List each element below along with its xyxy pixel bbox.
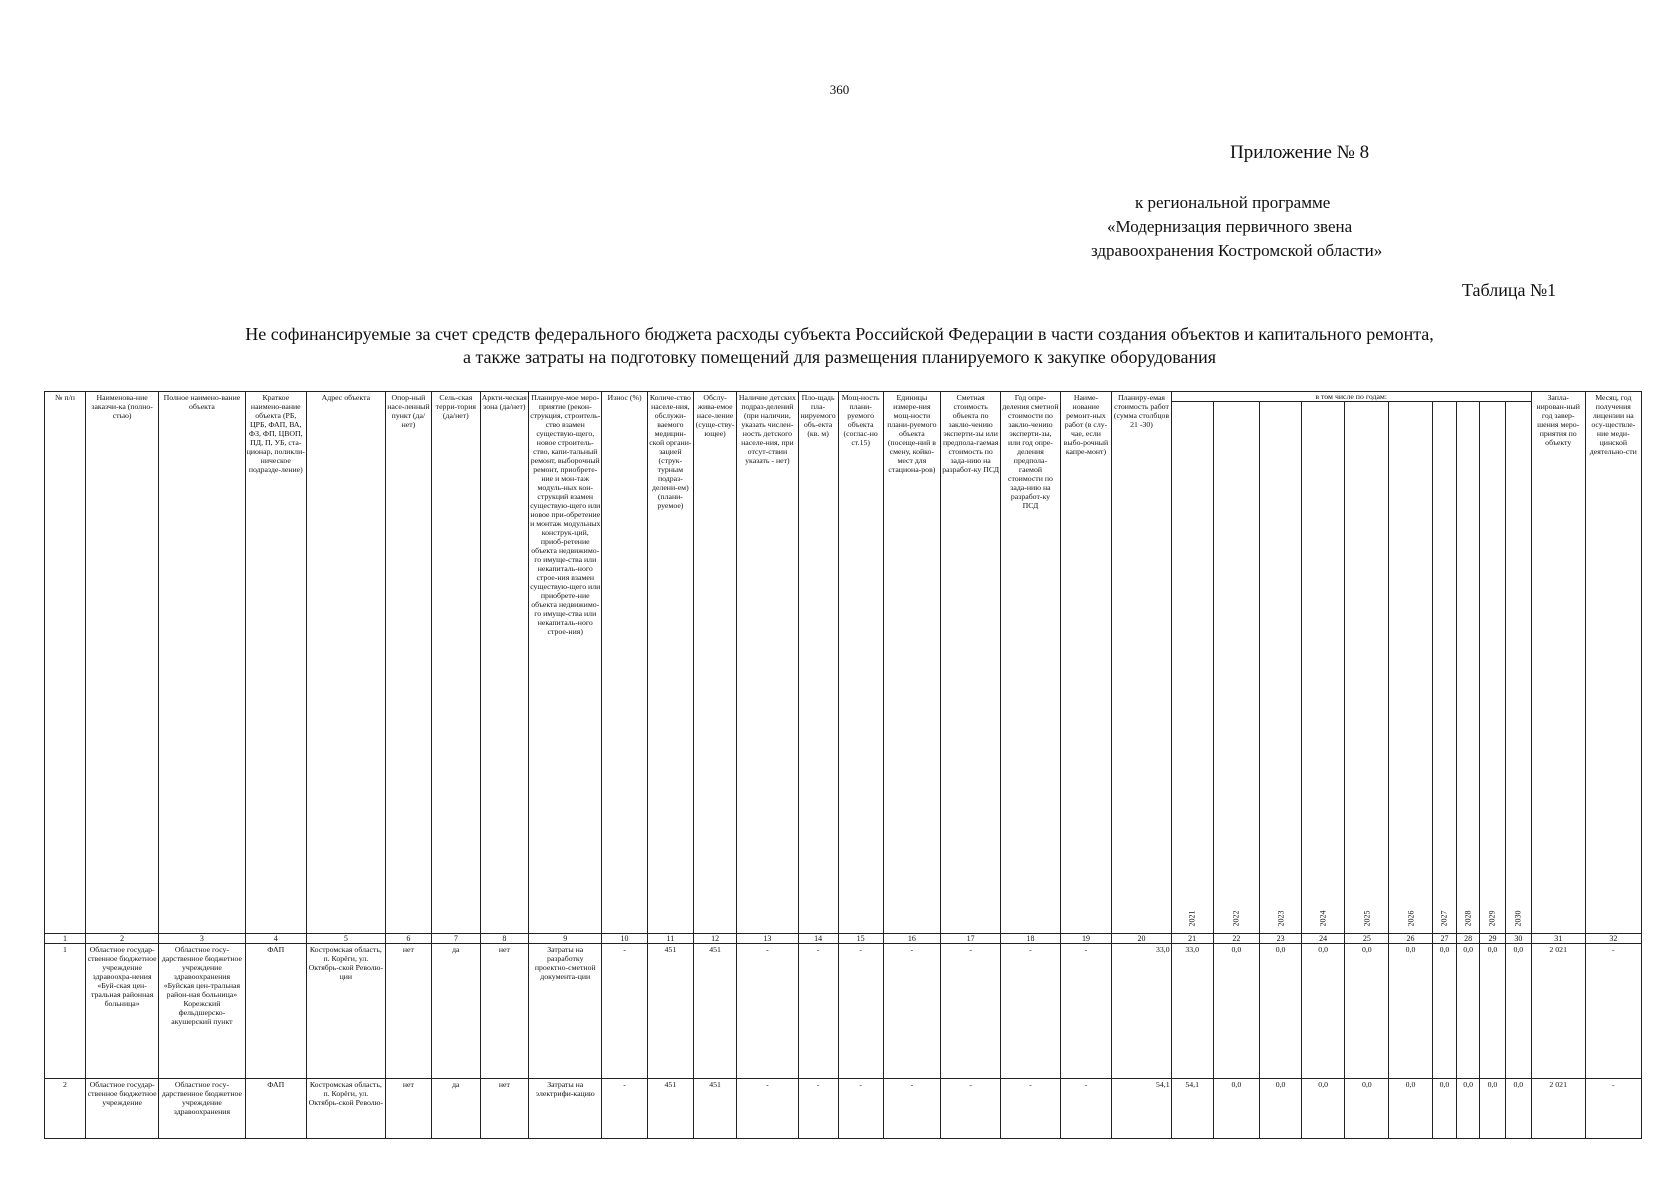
cell-year-value: 54,1 [1171,1079,1213,1139]
header-row [45,392,1642,402]
column-number: 4 [245,934,306,944]
column-number: 18 [1001,934,1060,944]
year-header: 2021 [1171,402,1213,934]
header-cell: Год опре-деления сметной стоимости по заклю-чению эксперти-зы, или год опре-деления предпола-гаемой стоимости по зада-нию на разработ-ку ПСД [1001,392,1060,934]
cell-area: - [798,1079,838,1139]
header-cell: Опор-ный насе-ленный пункт (да/нет) [385,392,431,934]
cell-pop-existing: 451 [694,944,737,1079]
column-number: 5 [307,934,386,944]
cell-capacity: - [838,1079,883,1139]
header-cell: Наиме-нование ремонт-ных работ (в слу-чае, если выбо-рочный капре-монт) [1060,392,1112,934]
document-title-line: Не софинансируемые за счет средств федерального бюджета расходы субъекта Российской Федерации в части создания объектов и капитального ремонта, [245,324,1434,344]
header-cell: Пло-щадь пла-нируемого объ-екта (кв. м) [798,392,838,934]
cell-total: 54,1 [1112,1079,1171,1139]
cell-arctic: нет [480,944,529,1079]
cell-year-value: 0,0 [1389,944,1432,1079]
cell-year-value: 0,0 [1480,1079,1506,1139]
cell-year-value: 0,0 [1457,1079,1480,1139]
cell-year-value: 0,0 [1457,944,1480,1079]
column-number: 3 [159,934,245,944]
cell-pop-planned: 451 [647,1079,693,1139]
cell-year-value: 0,0 [1260,1079,1302,1139]
cell-year-value: 0,0 [1432,944,1457,1079]
header-cell: Наименова-ние заказчи-ка (полно-стью) [85,392,158,934]
cell-year-value: 0,0 [1260,944,1302,1079]
column-number: 29 [1480,934,1506,944]
cell-repair-name: - [1060,1079,1112,1139]
column-number: 8 [480,934,529,944]
cell-year-value: 0,0 [1432,1079,1457,1139]
cell-end-year: 2 021 [1531,944,1585,1079]
cell-children: - [737,944,798,1079]
column-number: 1 [45,934,86,944]
cell-event: Затраты на электрифи-кацию [529,1079,602,1139]
expenses-table [44,391,1642,1139]
cell-year-value: 0,0 [1302,944,1345,1079]
column-number: 21 [1171,934,1213,944]
cell-year-value: 0,0 [1505,1079,1531,1139]
cell-units: - [883,944,940,1079]
appendix-line: здравоохранения Костромской области» [1091,241,1383,260]
cell-core: нет [385,944,431,1079]
cell-customer: Областное государ-ственное бюджетное учреждение здравоохра-нения «Буй-ская цен-тральная районная больница» [85,944,158,1079]
header-cell: Месяц, год получения лицензии на осу-ществле-ние меди-цинской деятельно-сти [1585,392,1641,934]
cell-rural: да [432,944,481,1079]
cell-address: Костромская область, п. Корёги, ул. Октябрь-ской Револю- [307,1079,386,1139]
cell-event: Затраты на разработку проектно-сметной документа-ции [529,944,602,1079]
cell-est-year: - [1001,1079,1060,1139]
cell-end-year: 2 021 [1531,1079,1585,1139]
year-header: 2024 [1302,402,1345,934]
cell-area: - [798,944,838,1079]
year-header: 2025 [1345,402,1389,934]
cell-year-value: 0,0 [1389,1079,1432,1139]
cell-est-year: - [1001,944,1060,1079]
cell-year-value: 0,0 [1480,944,1506,1079]
column-number: 27 [1432,934,1457,944]
header-cell: Аркти-ческая зона (да/нет) [480,392,529,934]
table-row [45,944,1642,1079]
year-header: 2027 [1432,402,1457,934]
column-number: 20 [1112,934,1171,944]
column-number: 25 [1345,934,1389,944]
appendix-line: к региональной программе [1135,193,1331,212]
document-title-line: а также затраты на подготовку помещений для размещения планируемого к закупке оборудования [462,347,1217,367]
cell-year-value: 0,0 [1302,1079,1345,1139]
header-cell: Обслу-жива-емое насе-ление (суще-ству-ющее) [694,392,737,934]
column-number: 16 [883,934,940,944]
header-cell-by-years: в том числе по годам: [1171,392,1531,402]
header-cell: Планиру-емая стоимость работ (сумма столбцов 21 -30) [1112,392,1171,934]
cell-short-name: ФАП [245,1079,306,1139]
column-number: 30 [1505,934,1531,944]
cell-estimate: - [940,944,1000,1079]
cell-core: нет [385,1079,431,1139]
column-number: 24 [1302,934,1345,944]
cell-address: Костромская область, п. Корёги, ул. Октябрь-ской Револю-ции [307,944,386,1079]
cell-capacity: - [838,944,883,1079]
column-number: 7 [432,934,481,944]
page-number: 360 [829,82,850,97]
header-cell: Единицы измере-ния мощ-ности плани-руемого объекта (посеще-ний в смену, койко-мест для стациона-ров) [883,392,940,934]
column-number: 10 [602,934,647,944]
cell-customer: Областное государ-ственное бюджетное учреждение [85,1079,158,1139]
cell-year-value: 0,0 [1345,1079,1389,1139]
cell-license: - [1585,944,1641,1079]
column-number: 6 [385,934,431,944]
cell-num: 2 [45,1079,86,1139]
header-cell: Планируе-мое меро-приятие (рекон-струкция, строитель-ство взамен существую-щего, новое строитель-ство, капи-тальный ремонт, выборочный ремонт, приобрете-ние и мон-таж модуль-ных кон-струкций взамен существую-щего или новое при-обретение и монтаж модульных конструк-ций, приоб-ретение объекта недвижимо-го имуще-ства или некапиталь-ного строе-ния взамен существую-щего или приобрете-ние объекта недвижимо-го имуще-ства или некапиталь-ного строе-ния) [529,392,602,934]
header-cell: Сель-ская терри-тория (да/нет) [432,392,481,934]
cell-license: - [1585,1079,1641,1139]
header-cell: Мощ-ность плани-руемого объекта (соглас-но ст.15) [838,392,883,934]
column-number: 19 [1060,934,1112,944]
column-number: 31 [1531,934,1585,944]
cell-rural: да [432,1079,481,1139]
cell-repair-name: - [1060,944,1112,1079]
appendix-line: «Модернизация первичного звена [1107,217,1353,236]
cell-wear: - [602,944,647,1079]
header-cell: Запла-нирован-ный год завер-шения меро-приятия по объекту [1531,392,1585,934]
cell-wear: - [602,1079,647,1139]
cell-total: 33,0 [1112,944,1171,1079]
cell-arctic: нет [480,1079,529,1139]
column-number: 11 [647,934,693,944]
column-number: 17 [940,934,1000,944]
header-cell: № п/п [45,392,86,934]
cell-estimate: - [940,1079,1000,1139]
cell-pop-existing: 451 [694,1079,737,1139]
year-header: 2030 [1505,402,1531,934]
cell-pop-planned: 451 [647,944,693,1079]
appendix-title: Приложение № 8 [1230,142,1370,163]
cell-year-value: 0,0 [1213,1079,1259,1139]
column-number: 26 [1389,934,1432,944]
column-number: 32 [1585,934,1641,944]
header-cell: Количе-ство населе-ния, обслужи-ваемого медицин-ской органи-зацией (струк-турным подраз-делени-ем) (плани-руемое) [647,392,693,934]
header-cell: Сметная стоимость объекта по заклю-чению эксперти-зы или предпола-гаемая стоимость по зада-нию на разработ-ку ПСД [940,392,1000,934]
column-number: 15 [838,934,883,944]
cell-full-name: Областное госу-дарственное бюджетное учреждение здравоохранения «Буйская цен-тральная район-ная больница» Корежский фельдшерско-акушерский пункт [159,944,245,1079]
header-cell: Адрес объекта [307,392,386,934]
column-number: 9 [529,934,602,944]
table-row [45,1079,1642,1139]
column-number: 28 [1457,934,1480,944]
column-number: 14 [798,934,838,944]
cell-year-value: 0,0 [1213,944,1259,1079]
cell-year-value: 33,0 [1171,944,1213,1079]
column-number: 23 [1260,934,1302,944]
column-number-row [45,934,1642,944]
cell-year-value: 0,0 [1505,944,1531,1079]
header-cell: Наличие детских подраз-делений (при наличии, указать числен-ность детского населе-ния, при отсут-ствии указать - нет) [737,392,798,934]
cell-num: 1 [45,944,86,1079]
column-number: 22 [1213,934,1259,944]
column-number: 12 [694,934,737,944]
year-header: 2029 [1480,402,1506,934]
year-header: 2028 [1457,402,1480,934]
year-header: 2026 [1389,402,1432,934]
cell-units: - [883,1079,940,1139]
year-header: 2023 [1260,402,1302,934]
header-cell: Краткое наимено-вание объекта (РБ, ЦРБ, ФАП, ВА, ФЗ, ФП, ЦВОП, ПД, П, УБ, ста-ционар, поликли-ническое подразде-ление) [245,392,306,934]
cell-short-name: ФАП [245,944,306,1079]
year-header: 2022 [1213,402,1259,934]
header-cell: Износ (%) [602,392,647,934]
column-number: 2 [85,934,158,944]
header-cell: Полное наимено-вание объекта [159,392,245,934]
cell-children: - [737,1079,798,1139]
table-label: Таблица №1 [1462,280,1557,300]
cell-full-name: Областное госу-дарственное бюджетное учреждение здравоохранения [159,1079,245,1139]
cell-year-value: 0,0 [1345,944,1389,1079]
column-number: 13 [737,934,798,944]
